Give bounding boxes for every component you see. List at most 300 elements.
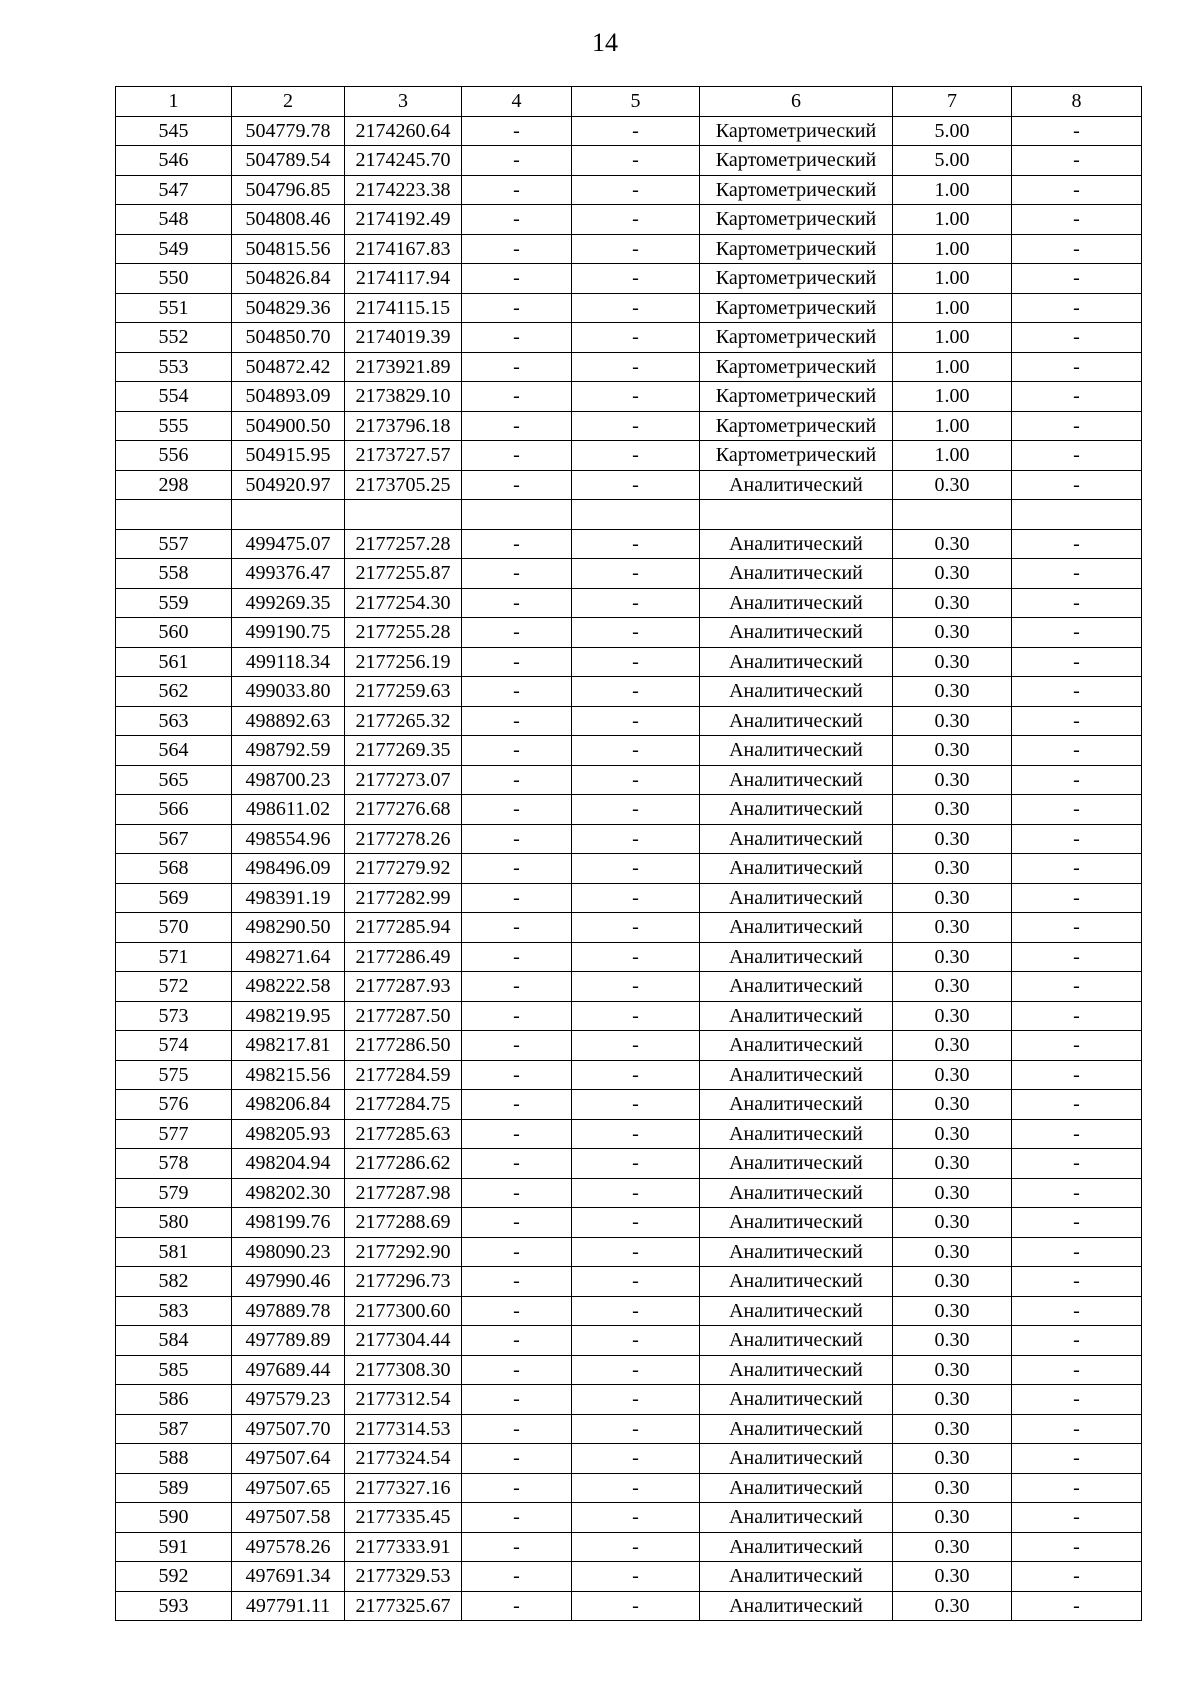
coord-y-cell: 2177284.75 bbox=[345, 1090, 462, 1120]
table-row bbox=[116, 323, 1142, 353]
point-number-cell: 582 bbox=[116, 1267, 232, 1297]
coord-x-cell: 504920.97 bbox=[232, 470, 345, 500]
col-4-value-cell: - bbox=[462, 618, 572, 648]
point-number-cell bbox=[116, 500, 232, 530]
method-cell: Картометрический bbox=[700, 146, 893, 176]
coord-x-cell: 504829.36 bbox=[232, 293, 345, 323]
col-5-value-cell: - bbox=[572, 382, 700, 412]
column-header-3: 3 bbox=[345, 87, 462, 117]
point-number-cell: 560 bbox=[116, 618, 232, 648]
accuracy-cell: 0.30 bbox=[893, 913, 1012, 943]
col-8-value-cell: - bbox=[1012, 1532, 1142, 1562]
col-5-value-cell: - bbox=[572, 972, 700, 1002]
col-4-value-cell: - bbox=[462, 1296, 572, 1326]
method-cell: Аналитический bbox=[700, 1060, 893, 1090]
col-5-value-cell: - bbox=[572, 1385, 700, 1415]
method-cell: Аналитический bbox=[700, 1178, 893, 1208]
col-8-value-cell: - bbox=[1012, 765, 1142, 795]
table-row bbox=[116, 1001, 1142, 1031]
method-cell: Картометрический bbox=[700, 175, 893, 205]
accuracy-cell: 0.30 bbox=[893, 1031, 1012, 1061]
point-number-cell: 547 bbox=[116, 175, 232, 205]
coord-y-cell: 2177292.90 bbox=[345, 1237, 462, 1267]
coord-y-cell: 2177285.63 bbox=[345, 1119, 462, 1149]
col-8-value-cell: - bbox=[1012, 1267, 1142, 1297]
point-number-cell: 580 bbox=[116, 1208, 232, 1238]
table-row bbox=[116, 293, 1142, 323]
point-number-cell: 569 bbox=[116, 883, 232, 913]
coord-x-cell: 498199.76 bbox=[232, 1208, 345, 1238]
point-number-cell: 571 bbox=[116, 942, 232, 972]
col-5-value-cell: - bbox=[572, 352, 700, 382]
coord-x-cell: 504872.42 bbox=[232, 352, 345, 382]
col-4-value-cell: - bbox=[462, 942, 572, 972]
coord-y-cell: 2177255.28 bbox=[345, 618, 462, 648]
point-number-cell: 567 bbox=[116, 824, 232, 854]
col-4-value-cell: - bbox=[462, 588, 572, 618]
col-8-value-cell: - bbox=[1012, 1001, 1142, 1031]
table-row bbox=[116, 1208, 1142, 1238]
column-header-5: 5 bbox=[572, 87, 700, 117]
method-cell: Аналитический bbox=[700, 1119, 893, 1149]
coord-x-cell: 498290.50 bbox=[232, 913, 345, 943]
method-cell: Аналитический bbox=[700, 1208, 893, 1238]
table-row bbox=[116, 1267, 1142, 1297]
table-row bbox=[116, 1414, 1142, 1444]
coord-y-cell: 2177308.30 bbox=[345, 1355, 462, 1385]
accuracy-cell: 5.00 bbox=[893, 146, 1012, 176]
point-number-cell: 581 bbox=[116, 1237, 232, 1267]
col-4-value-cell: - bbox=[462, 765, 572, 795]
table-row bbox=[116, 1444, 1142, 1474]
col-8-value-cell: - bbox=[1012, 470, 1142, 500]
point-number-cell: 564 bbox=[116, 736, 232, 766]
accuracy-cell: 0.30 bbox=[893, 1326, 1012, 1356]
coord-y-cell: 2173727.57 bbox=[345, 441, 462, 471]
col-5-value-cell bbox=[572, 500, 700, 530]
col-8-value-cell: - bbox=[1012, 972, 1142, 1002]
col-4-value-cell: - bbox=[462, 1178, 572, 1208]
col-8-value-cell: - bbox=[1012, 854, 1142, 884]
coord-x-cell: 498892.63 bbox=[232, 706, 345, 736]
accuracy-cell: 0.30 bbox=[893, 765, 1012, 795]
col-4-value-cell: - bbox=[462, 677, 572, 707]
col-8-value-cell: - bbox=[1012, 1473, 1142, 1503]
col-5-value-cell: - bbox=[572, 529, 700, 559]
table-row bbox=[116, 411, 1142, 441]
col-8-value-cell: - bbox=[1012, 411, 1142, 441]
accuracy-cell: 1.00 bbox=[893, 234, 1012, 264]
point-number-cell: 562 bbox=[116, 677, 232, 707]
accuracy-cell: 1.00 bbox=[893, 382, 1012, 412]
column-header-2: 2 bbox=[232, 87, 345, 117]
coord-x-cell: 499376.47 bbox=[232, 559, 345, 589]
point-number-cell: 576 bbox=[116, 1090, 232, 1120]
col-5-value-cell: - bbox=[572, 559, 700, 589]
col-5-value-cell: - bbox=[572, 736, 700, 766]
col-4-value-cell: - bbox=[462, 146, 572, 176]
col-4-value-cell: - bbox=[462, 1149, 572, 1179]
coord-y-cell: 2173921.89 bbox=[345, 352, 462, 382]
point-number-cell: 555 bbox=[116, 411, 232, 441]
point-number-cell: 590 bbox=[116, 1503, 232, 1533]
col-8-value-cell: - bbox=[1012, 1031, 1142, 1061]
col-5-value-cell: - bbox=[572, 1562, 700, 1592]
coord-x-cell: 498202.30 bbox=[232, 1178, 345, 1208]
col-5-value-cell: - bbox=[572, 116, 700, 146]
col-4-value-cell: - bbox=[462, 1444, 572, 1474]
coord-x-cell: 497507.70 bbox=[232, 1414, 345, 1444]
table-row bbox=[116, 913, 1142, 943]
coord-x-cell: 504779.78 bbox=[232, 116, 345, 146]
col-8-value-cell: - bbox=[1012, 1355, 1142, 1385]
accuracy-cell: 0.30 bbox=[893, 736, 1012, 766]
coord-x-cell: 498204.94 bbox=[232, 1149, 345, 1179]
point-number-cell: 568 bbox=[116, 854, 232, 884]
method-cell: Картометрический bbox=[700, 382, 893, 412]
method-cell: Картометрический bbox=[700, 352, 893, 382]
table-row bbox=[116, 175, 1142, 205]
coord-y-cell: 2174117.94 bbox=[345, 264, 462, 294]
coord-y-cell: 2177259.63 bbox=[345, 677, 462, 707]
coord-x-cell: 504900.50 bbox=[232, 411, 345, 441]
col-8-value-cell: - bbox=[1012, 1414, 1142, 1444]
coord-x-cell: 498222.58 bbox=[232, 972, 345, 1002]
col-4-value-cell: - bbox=[462, 352, 572, 382]
table-row bbox=[116, 234, 1142, 264]
coord-x-cell: 498792.59 bbox=[232, 736, 345, 766]
col-5-value-cell: - bbox=[572, 1591, 700, 1621]
coord-y-cell: 2177265.32 bbox=[345, 706, 462, 736]
col-8-value-cell: - bbox=[1012, 647, 1142, 677]
table-row bbox=[116, 1503, 1142, 1533]
table-row bbox=[116, 1591, 1142, 1621]
col-8-value-cell: - bbox=[1012, 883, 1142, 913]
col-4-value-cell: - bbox=[462, 1208, 572, 1238]
accuracy-cell: 0.30 bbox=[893, 1149, 1012, 1179]
point-number-cell: 589 bbox=[116, 1473, 232, 1503]
table-row bbox=[116, 972, 1142, 1002]
accuracy-cell: 0.30 bbox=[893, 588, 1012, 618]
point-number-cell: 572 bbox=[116, 972, 232, 1002]
col-4-value-cell: - bbox=[462, 175, 572, 205]
point-number-cell: 577 bbox=[116, 1119, 232, 1149]
accuracy-cell: 0.30 bbox=[893, 706, 1012, 736]
point-number-cell: 585 bbox=[116, 1355, 232, 1385]
coord-x-cell: 497689.44 bbox=[232, 1355, 345, 1385]
col-4-value-cell: - bbox=[462, 116, 572, 146]
point-number-cell: 593 bbox=[116, 1591, 232, 1621]
col-8-value-cell: - bbox=[1012, 382, 1142, 412]
col-4-value-cell: - bbox=[462, 824, 572, 854]
coord-x-cell: 504789.54 bbox=[232, 146, 345, 176]
accuracy-cell: 0.30 bbox=[893, 795, 1012, 825]
table-row bbox=[116, 529, 1142, 559]
col-4-value-cell: - bbox=[462, 1562, 572, 1592]
method-cell: Картометрический bbox=[700, 323, 893, 353]
method-cell: Аналитический bbox=[700, 529, 893, 559]
col-4-value-cell: - bbox=[462, 205, 572, 235]
col-4-value-cell: - bbox=[462, 382, 572, 412]
col-8-value-cell: - bbox=[1012, 736, 1142, 766]
point-number-cell: 545 bbox=[116, 116, 232, 146]
method-cell: Аналитический bbox=[700, 1562, 893, 1592]
coord-x-cell: 497507.58 bbox=[232, 1503, 345, 1533]
col-5-value-cell: - bbox=[572, 1149, 700, 1179]
coord-y-cell: 2173796.18 bbox=[345, 411, 462, 441]
col-4-value-cell: - bbox=[462, 1414, 572, 1444]
col-5-value-cell: - bbox=[572, 942, 700, 972]
col-8-value-cell: - bbox=[1012, 264, 1142, 294]
coord-y-cell: 2177286.49 bbox=[345, 942, 462, 972]
col-5-value-cell: - bbox=[572, 1296, 700, 1326]
coord-x-cell: 498611.02 bbox=[232, 795, 345, 825]
table-row bbox=[116, 736, 1142, 766]
coord-y-cell: 2177287.98 bbox=[345, 1178, 462, 1208]
coord-x-cell: 499118.34 bbox=[232, 647, 345, 677]
column-header-8: 8 bbox=[1012, 87, 1142, 117]
col-8-value-cell: - bbox=[1012, 293, 1142, 323]
accuracy-cell: 1.00 bbox=[893, 441, 1012, 471]
column-header-6: 6 bbox=[700, 87, 893, 117]
coord-x-cell: 498205.93 bbox=[232, 1119, 345, 1149]
coord-y-cell: 2177312.54 bbox=[345, 1385, 462, 1415]
method-cell: Аналитический bbox=[700, 470, 893, 500]
point-number-cell: 573 bbox=[116, 1001, 232, 1031]
col-5-value-cell: - bbox=[572, 1237, 700, 1267]
accuracy-cell: 0.30 bbox=[893, 529, 1012, 559]
col-5-value-cell: - bbox=[572, 1532, 700, 1562]
accuracy-cell: 1.00 bbox=[893, 264, 1012, 294]
method-cell: Картометрический bbox=[700, 411, 893, 441]
coord-y-cell: 2174019.39 bbox=[345, 323, 462, 353]
accuracy-cell: 1.00 bbox=[893, 293, 1012, 323]
accuracy-cell: 0.30 bbox=[893, 1355, 1012, 1385]
table-row bbox=[116, 942, 1142, 972]
point-number-cell: 548 bbox=[116, 205, 232, 235]
table-row bbox=[116, 116, 1142, 146]
accuracy-cell: 0.30 bbox=[893, 647, 1012, 677]
coord-y-cell: 2177327.16 bbox=[345, 1473, 462, 1503]
col-5-value-cell: - bbox=[572, 1001, 700, 1031]
coord-y-cell: 2177269.35 bbox=[345, 736, 462, 766]
method-cell: Аналитический bbox=[700, 736, 893, 766]
coord-x-cell: 498496.09 bbox=[232, 854, 345, 884]
method-cell: Аналитический bbox=[700, 1296, 893, 1326]
method-cell bbox=[700, 500, 893, 530]
method-cell: Аналитический bbox=[700, 824, 893, 854]
table-body bbox=[116, 116, 1142, 1621]
accuracy-cell: 0.30 bbox=[893, 883, 1012, 913]
point-number-cell: 553 bbox=[116, 352, 232, 382]
method-cell: Картометрический bbox=[700, 116, 893, 146]
col-8-value-cell: - bbox=[1012, 146, 1142, 176]
col-4-value-cell: - bbox=[462, 883, 572, 913]
coord-x-cell: 497789.89 bbox=[232, 1326, 345, 1356]
col-5-value-cell: - bbox=[572, 677, 700, 707]
point-number-cell: 583 bbox=[116, 1296, 232, 1326]
accuracy-cell: 0.30 bbox=[893, 1178, 1012, 1208]
table-row bbox=[116, 1031, 1142, 1061]
col-4-value-cell: - bbox=[462, 470, 572, 500]
point-number-cell: 570 bbox=[116, 913, 232, 943]
point-number-cell: 588 bbox=[116, 1444, 232, 1474]
table-row bbox=[116, 1060, 1142, 1090]
coord-x-cell: 504915.95 bbox=[232, 441, 345, 471]
method-cell: Аналитический bbox=[700, 854, 893, 884]
coord-x-cell: 504826.84 bbox=[232, 264, 345, 294]
method-cell: Аналитический bbox=[700, 795, 893, 825]
coord-y-cell: 2177300.60 bbox=[345, 1296, 462, 1326]
col-5-value-cell: - bbox=[572, 618, 700, 648]
method-cell: Аналитический bbox=[700, 706, 893, 736]
accuracy-cell: 0.30 bbox=[893, 1532, 1012, 1562]
coord-y-cell: 2174260.64 bbox=[345, 116, 462, 146]
point-number-cell: 584 bbox=[116, 1326, 232, 1356]
point-number-cell: 561 bbox=[116, 647, 232, 677]
coord-y-cell: 2174245.70 bbox=[345, 146, 462, 176]
accuracy-cell: 0.30 bbox=[893, 1503, 1012, 1533]
col-8-value-cell: - bbox=[1012, 1119, 1142, 1149]
col-8-value-cell: - bbox=[1012, 795, 1142, 825]
col-4-value-cell: - bbox=[462, 795, 572, 825]
col-5-value-cell: - bbox=[572, 323, 700, 353]
method-cell: Аналитический bbox=[700, 1591, 893, 1621]
col-5-value-cell: - bbox=[572, 883, 700, 913]
col-4-value-cell: - bbox=[462, 559, 572, 589]
col-4-value-cell: - bbox=[462, 736, 572, 766]
col-4-value-cell: - bbox=[462, 1473, 572, 1503]
table-row bbox=[116, 1237, 1142, 1267]
table-row bbox=[116, 1532, 1142, 1562]
point-number-cell: 563 bbox=[116, 706, 232, 736]
table-row bbox=[116, 647, 1142, 677]
table-row bbox=[116, 470, 1142, 500]
accuracy-cell: 0.30 bbox=[893, 1237, 1012, 1267]
col-5-value-cell: - bbox=[572, 1031, 700, 1061]
coord-y-cell: 2174115.15 bbox=[345, 293, 462, 323]
method-cell: Аналитический bbox=[700, 913, 893, 943]
accuracy-cell: 1.00 bbox=[893, 205, 1012, 235]
col-4-value-cell bbox=[462, 500, 572, 530]
accuracy-cell: 0.30 bbox=[893, 1090, 1012, 1120]
method-cell: Аналитический bbox=[700, 883, 893, 913]
point-number-cell: 591 bbox=[116, 1532, 232, 1562]
col-8-value-cell: - bbox=[1012, 352, 1142, 382]
point-number-cell: 557 bbox=[116, 529, 232, 559]
col-5-value-cell: - bbox=[572, 854, 700, 884]
col-5-value-cell: - bbox=[572, 1090, 700, 1120]
table-row bbox=[116, 500, 1142, 530]
accuracy-cell: 5.00 bbox=[893, 116, 1012, 146]
point-number-cell: 586 bbox=[116, 1385, 232, 1415]
col-5-value-cell: - bbox=[572, 1326, 700, 1356]
method-cell: Аналитический bbox=[700, 1090, 893, 1120]
column-header-1: 1 bbox=[116, 87, 232, 117]
accuracy-cell: 0.30 bbox=[893, 470, 1012, 500]
coord-x-cell: 497791.11 bbox=[232, 1591, 345, 1621]
col-5-value-cell: - bbox=[572, 234, 700, 264]
coord-x-cell: 504796.85 bbox=[232, 175, 345, 205]
coord-x-cell: 497889.78 bbox=[232, 1296, 345, 1326]
point-number-cell: 592 bbox=[116, 1562, 232, 1592]
coord-x-cell: 504850.70 bbox=[232, 323, 345, 353]
accuracy-cell: 0.30 bbox=[893, 1001, 1012, 1031]
table-row bbox=[116, 441, 1142, 471]
coord-y-cell: 2177279.92 bbox=[345, 854, 462, 884]
col-8-value-cell: - bbox=[1012, 1562, 1142, 1592]
col-8-value-cell: - bbox=[1012, 1444, 1142, 1474]
accuracy-cell: 0.30 bbox=[893, 1591, 1012, 1621]
coord-x-cell: 498219.95 bbox=[232, 1001, 345, 1031]
col-8-value-cell: - bbox=[1012, 1178, 1142, 1208]
accuracy-cell: 0.30 bbox=[893, 1119, 1012, 1149]
col-5-value-cell: - bbox=[572, 441, 700, 471]
table-row bbox=[116, 1385, 1142, 1415]
method-cell: Аналитический bbox=[700, 1001, 893, 1031]
col-8-value-cell: - bbox=[1012, 677, 1142, 707]
coord-x-cell: 504808.46 bbox=[232, 205, 345, 235]
col-4-value-cell: - bbox=[462, 1001, 572, 1031]
col-5-value-cell: - bbox=[572, 411, 700, 441]
accuracy-cell: 0.30 bbox=[893, 942, 1012, 972]
col-5-value-cell: - bbox=[572, 647, 700, 677]
coord-y-cell: 2177287.93 bbox=[345, 972, 462, 1002]
method-cell: Аналитический bbox=[700, 972, 893, 1002]
table-row bbox=[116, 854, 1142, 884]
col-8-value-cell: - bbox=[1012, 1149, 1142, 1179]
col-8-value-cell: - bbox=[1012, 1385, 1142, 1415]
col-8-value-cell: - bbox=[1012, 824, 1142, 854]
col-8-value-cell: - bbox=[1012, 529, 1142, 559]
col-5-value-cell: - bbox=[572, 175, 700, 205]
col-5-value-cell: - bbox=[572, 264, 700, 294]
point-number-cell: 298 bbox=[116, 470, 232, 500]
coord-y-cell bbox=[345, 500, 462, 530]
point-number-cell: 566 bbox=[116, 795, 232, 825]
table-row bbox=[116, 1326, 1142, 1356]
method-cell: Картометрический bbox=[700, 234, 893, 264]
table-row bbox=[116, 559, 1142, 589]
table-row bbox=[116, 146, 1142, 176]
col-4-value-cell: - bbox=[462, 972, 572, 1002]
coord-x-cell: 499033.80 bbox=[232, 677, 345, 707]
table-row bbox=[116, 1090, 1142, 1120]
col-8-value-cell: - bbox=[1012, 175, 1142, 205]
coord-x-cell: 498090.23 bbox=[232, 1237, 345, 1267]
coord-y-cell: 2177325.67 bbox=[345, 1591, 462, 1621]
col-4-value-cell: - bbox=[462, 1031, 572, 1061]
col-4-value-cell: - bbox=[462, 323, 572, 353]
method-cell: Аналитический bbox=[700, 1355, 893, 1385]
accuracy-cell: 0.30 bbox=[893, 1444, 1012, 1474]
coord-y-cell: 2177256.19 bbox=[345, 647, 462, 677]
coord-y-cell: 2174192.49 bbox=[345, 205, 462, 235]
method-cell: Аналитический bbox=[700, 1326, 893, 1356]
col-4-value-cell: - bbox=[462, 1385, 572, 1415]
col-4-value-cell: - bbox=[462, 1237, 572, 1267]
coord-y-cell: 2177304.44 bbox=[345, 1326, 462, 1356]
col-8-value-cell: - bbox=[1012, 588, 1142, 618]
coord-y-cell: 2177284.59 bbox=[345, 1060, 462, 1090]
coordinates-table bbox=[115, 86, 1142, 1621]
method-cell: Аналитический bbox=[700, 765, 893, 795]
col-4-value-cell: - bbox=[462, 1060, 572, 1090]
method-cell: Аналитический bbox=[700, 1503, 893, 1533]
col-4-value-cell: - bbox=[462, 529, 572, 559]
col-8-value-cell: - bbox=[1012, 942, 1142, 972]
table-row bbox=[116, 1296, 1142, 1326]
